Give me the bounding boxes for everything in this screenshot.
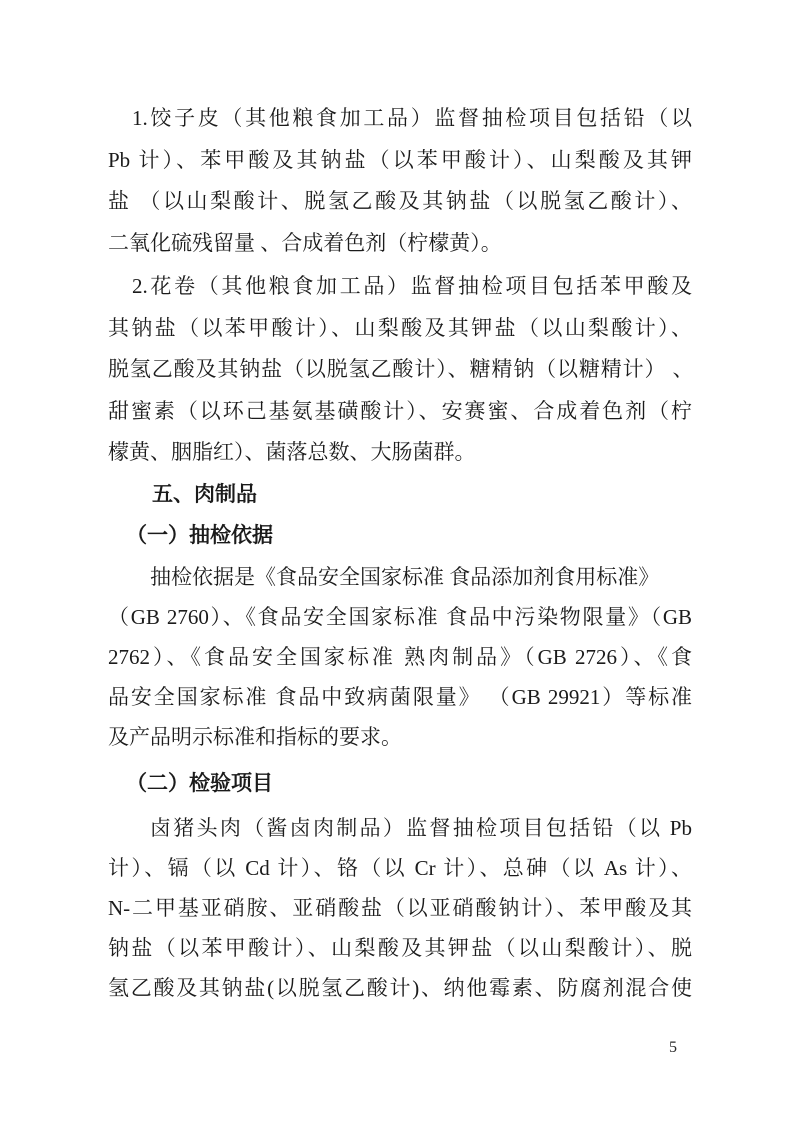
text-line: 卤猪头肉（酱卤肉制品）监督抽检项目包括铅（以 Pb xyxy=(150,816,692,840)
text-line: 2.花卷（其他粮食加工品）监督抽检项目包括苯甲酸及 xyxy=(132,274,692,298)
text-line: 檬黄、胭脂红）、菌落总数、大肠菌群。 xyxy=(108,440,476,464)
text-line: 甜蜜素（以环己基氨基磺酸计）、安赛蜜、合成着色剂（柠 xyxy=(108,398,692,423)
text-line: 其钠盐（以苯甲酸计）、山梨酸及其钾盐（以山梨酸计）、 xyxy=(108,315,692,340)
text-line: 品安全国家标准 食品中致病菌限量》 （GB 29921）等标准 xyxy=(108,684,692,709)
text-line: 脱氢乙酸及其钠盐（以脱氢乙酸计）、糖精钠（以糖精计） 、 xyxy=(108,357,692,381)
text-line: Pb 计）、苯甲酸及其钠盐（以苯甲酸计）、山梨酸及其钾 xyxy=(108,147,692,172)
paragraph-test-items xyxy=(108,808,692,1008)
text-line: 计）、镉（以 Cd 计）、铬（以 Cr 计）、总砷（以 As 计）、 xyxy=(108,856,692,880)
text-line: 钠盐（以苯甲酸计）、山梨酸及其钾盐（以山梨酸计）、脱 xyxy=(108,936,692,960)
text-line: 盐 （以山梨酸计、脱氢乙酸及其钠盐（以脱氢乙酸计）、 xyxy=(108,189,692,213)
text-line: 及产品明示标准和指标的要求。 xyxy=(108,724,402,749)
section-heading-meat-products: 五、肉制品 xyxy=(152,482,257,506)
text-line: 二氧化硫残留量 、合成着色剂（柠檬黄）。 xyxy=(108,230,502,255)
paragraph-sampling-basis xyxy=(108,557,692,757)
document-body xyxy=(108,98,692,1008)
text-line: （GB 2760）、《食品安全国家标准 食品中污染物限量》（GB xyxy=(108,604,692,629)
subheading-test-items: （二）检验项目 xyxy=(126,770,273,795)
subheading-sampling-basis: （一）抽检依据 xyxy=(126,523,273,547)
text-line: 2762）、《食品安全国家标准 熟肉制品》（GB 2726）、《食 xyxy=(108,644,692,669)
text-line: N-二甲基亚硝胺、亚硝酸盐（以亚硝酸钠计）、苯甲酸及其 xyxy=(108,896,692,920)
paragraph-dumpling-wrappers xyxy=(108,98,692,264)
paragraph-steamed-rolls xyxy=(108,266,692,474)
text-line: 氢乙酸及其钠盐(以脱氢乙酸计)、纳他霉素、防腐剂混合使 xyxy=(108,976,692,1000)
page-number: 5 xyxy=(669,1039,677,1056)
text-line: 抽检依据是《食品安全国家标准 食品添加剂食用标准》 xyxy=(150,564,660,589)
text-line: 1.饺子皮（其他粮食加工品）监督抽检项目包括铅（以 xyxy=(132,106,692,130)
